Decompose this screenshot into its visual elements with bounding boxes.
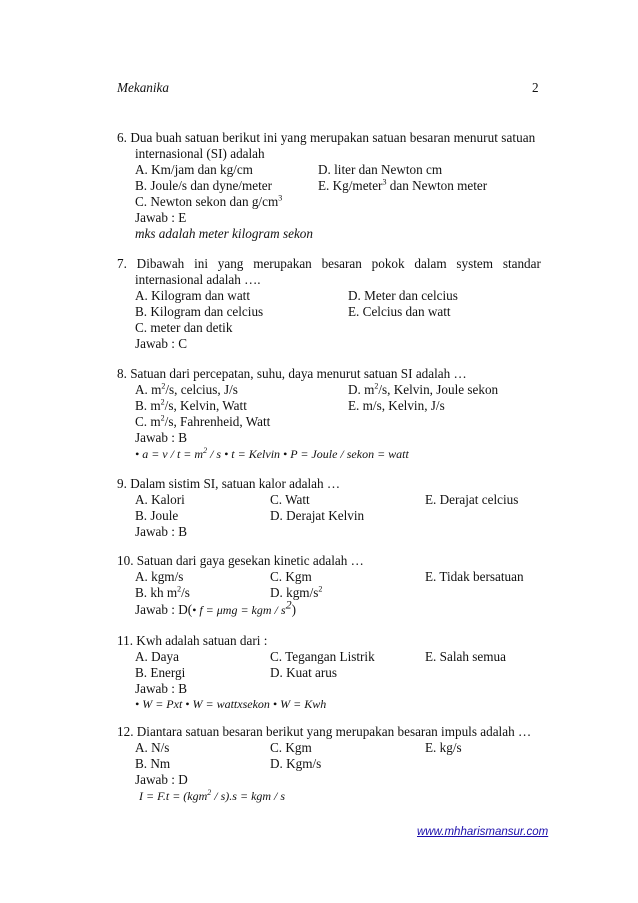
q7-option-d: D. Meter dan celcius [348,288,458,303]
q11-stem: 11. Kwh adalah satuan dari : [117,633,268,648]
q6-option-a: A. Km/jam dan kg/cm [135,162,253,177]
q8-option-c: C. $m^2/s$, Fahrenheid, Watt [135,413,271,429]
footer-link[interactable]: www.mhharismansur.com [417,826,549,838]
q7-option-c: C. meter dan detik [135,320,233,335]
q6-stem-line2: internasional (SI) adalah [135,146,265,161]
q6-option-d: D. liter dan Newton cm [318,162,443,177]
q12-stem: 12. Diantara satuan besaran berikut yang merupakan besaran impuls adalah … [117,724,532,739]
q11-option-d: D. Kuat arus [270,665,338,680]
q8-option-e: E. m/s, Kelvin, J/s [348,398,445,413]
q9-option-e: E. Derajat celcius [425,492,519,507]
q11-formula: • W = Pxt • W = wattxsekon • W = Kwh [135,697,327,711]
page-number: 2 [532,80,539,95]
q11-option-a: A. Daya [135,649,179,664]
q8-answer: Jawab : B [135,430,188,445]
q6-stem-line1: 6. Dua buah satuan berikut ini yang merupakan satuan besaran menurut satuan [117,130,536,145]
q12-option-d: D. Kgm/s [270,756,322,771]
q7-stem-line1: 7. Dibawah ini yang merupakan besaran pokok dalam system standar [117,256,541,271]
q10-stem: 10. Satuan dari gaya gesekan kinetic adalah … [117,553,364,568]
q6-answer: Jawab : E [135,210,187,225]
q10-option-e: E. Tidak bersatuan [425,569,524,584]
q12-option-b: B. Nm [135,756,171,771]
q8-stem: 8. Satuan dari percepatan, suhu, daya menurut satuan SI adalah … [117,366,467,381]
q11-option-b: B. Energi [135,665,186,680]
q12-formula: I = F.t = (kgm$^2$ / s).s = kgm / s [139,788,286,803]
q7-option-e: E. Celcius dan watt [348,304,451,319]
q9-answer: Jawab : B [135,524,188,539]
q9-stem: 9. Dalam sistim SI, satuan kalor adalah … [117,476,341,491]
q6-note: mks adalah meter kilogram sekon [135,226,313,241]
q6-option-c: C. Newton sekon dan $g/cm^3$ [135,193,283,209]
q10-option-b: B. kh $m^2/s$ [135,584,190,600]
q7-option-b: B. Kilogram dan celcius [135,304,264,319]
q11-answer: Jawab : B [135,681,188,696]
q7-stem-line2: internasional adalah …. [135,272,261,287]
q8-option-b: B. $m^2/s$, Kelvin, Watt [135,397,247,413]
q9-option-c: C. Watt [270,492,310,507]
q9-option-a: A. Kalori [135,492,185,507]
q10-option-a: A. kgm/s [135,569,184,584]
q11-option-c: C. Tegangan Listrik [270,649,375,664]
q8-option-d: D. $m^2/s$, Kelvin, Joule sekon [348,381,499,397]
q10-answer: Jawab : D(• f = μmg = kgm / $s^2$) [135,597,296,617]
q8-formula: • $a = v / t = m^2 / s$ • t = Kelvin • P = Joule / sekon = watt [135,446,409,461]
q7-option-a: A. Kilogram dan watt [135,288,250,303]
q12-answer: Jawab : D [135,772,188,787]
q10-option-c: C. Kgm [270,569,312,584]
q6-option-e: E. Kg/meter$^3$ dan Newton meter [318,177,488,193]
q7-answer: Jawab : C [135,336,188,351]
q8-option-a: A. $m^2/s$, celcius, J/s [135,381,238,397]
q11-option-e: E. Salah semua [425,649,506,664]
q6-option-b: B. Joule/s dan dyne/meter [135,178,272,193]
q9-option-b: B. Joule [135,508,179,523]
header-title: Mekanika [117,80,169,95]
q12-option-a: A. N/s [135,740,170,755]
q9-option-d: D. Derajat Kelvin [270,508,365,523]
q10-option-d: D. kgm/$s^2$ [270,584,323,600]
q12-option-c: C. Kgm [270,740,312,755]
q12-option-e: E. kg/s [425,740,462,755]
